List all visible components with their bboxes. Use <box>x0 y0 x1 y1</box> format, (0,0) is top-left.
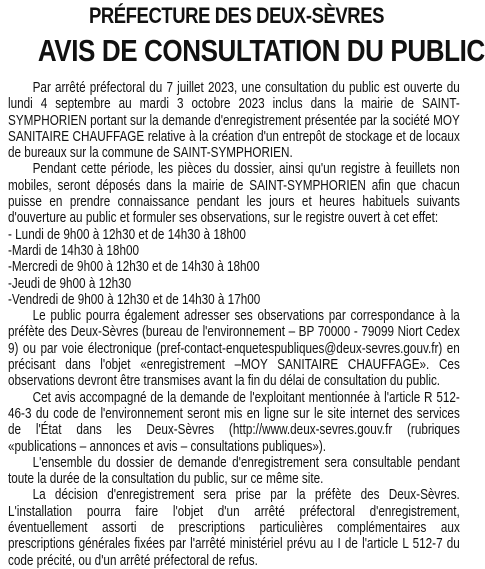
paragraph-decree: Par arrêté préfectoral du 7 juillet 2023, une consultation du public est ouverte du lundi 4 septembre au mardi 3 octobre 2023 inclus dans la mairie de SAINT-SYMPHORIEN portant sur la demande d'enregistrement présentée par la société MOY SANITAIRE CHAUFFAGE relative à la création d'un entrepôt de stockage et de locaux de bureaux sur la commune de SAINT-SYMPHORIEN. <box>8 80 460 162</box>
prefecture-heading: PRÉFECTURE DES DEUX-SÈVRES <box>88 3 385 28</box>
paragraph-online: Cet avis accompagné de la demande de l'exploitant mentionnée à l'article R 512-46-3 du code de l'environnement seront mis en ligne sur le site internet des services de l'État dans les Deux-Sèvres (http://www.deux-sevres.gouv.fr (rubriques «publications – annonces et avis – consultations publiques»). <box>8 389 460 455</box>
schedule-monday: - Lundi de 9h00 à 12h30 et de 14h30 à 18h00 <box>8 226 246 243</box>
schedule-wednesday: -Mercredi de 9h00 à 12h30 et de 14h30 à 18h00 <box>8 259 260 276</box>
schedule-tuesday: -Mardi de 14h30 à 18h00 <box>8 242 140 259</box>
paragraph-decision: La décision d'enregistrement sera prise par la préfète des Deux-Sèvres. L'installation pourra faire l'objet d'un arrêté préfectoral d'enregistrement, éventuellement assorti de prescriptions particulières complémentaires aux prescriptions générales fixées par l'arrêté ministériel prévu au I de l'article L 512-7 du code précité, ou d'un arrêté préfectoral de refus. <box>8 487 460 569</box>
notice-body <box>8 80 460 569</box>
schedule-thursday: -Jeudi de 9h00 à 12h30 <box>8 275 132 292</box>
notice-title: AVIS DE CONSULTATION DU PUBLIC <box>37 33 485 68</box>
paragraph-correspondence: Le public pourra également adresser ses observations par correspondance à la préfète des Deux-Sèvres (bureau de l'environnement – BP 70000 - 79099 Niort Cedex 9) ou par voie électronique (pref-contact-enquetespubliques@deux-sevres.gouv.fr) en précisant dans l'objet «enregistrement –MOY SANITAIRE CHAUFFAGE». Ces observations devront être transmises avant la fin du délai de consultation du public. <box>8 308 460 390</box>
paragraph-dossier: L'ensemble du dossier de demande d'enregistrement sera consultable pendant toute la durée de la consultation du public, sur ce même site. <box>8 454 460 488</box>
schedule-friday: -Vendredi de 9h00 à 12h30 et de 14h30 à 17h00 <box>8 291 261 308</box>
paragraph-consultation: Pendant cette période, les pièces du dossier, ainsi qu'un registre à feuillets non mobiles, seront déposés dans la mairie de SAINT-SYMPHORIEN afin que chacun puisse en prendre connaissance pendant les jours et heures habituels suivants d'ouverture au public et formuler ses observations, sur le registre ouvert à cet effet: <box>8 161 460 227</box>
